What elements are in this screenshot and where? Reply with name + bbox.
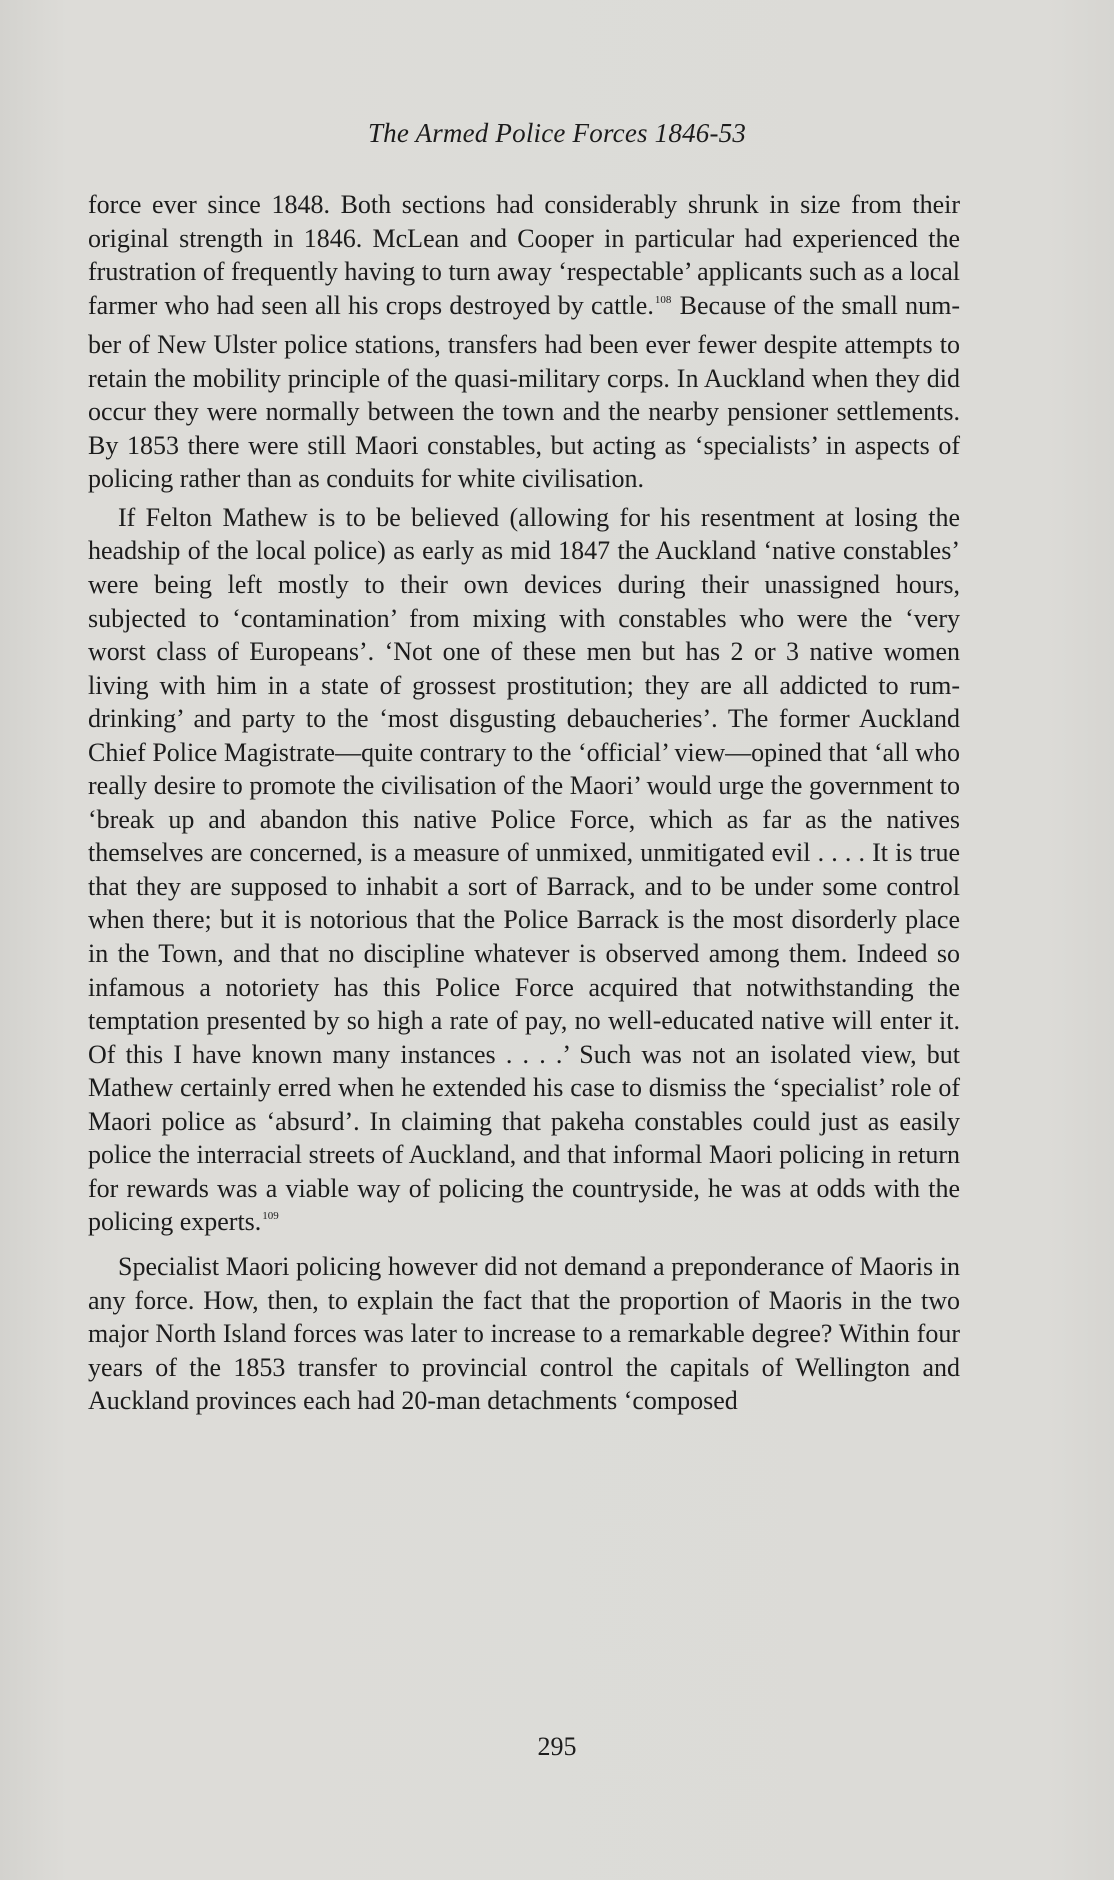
page-number: 295: [537, 1732, 577, 1761]
paragraph-2: [88, 501, 960, 1245]
footnote-ref-109: 109: [262, 1210, 279, 1223]
body-text: [88, 188, 960, 1418]
footnote-ref-108: 108: [654, 293, 672, 306]
paragraph-1-text-b: Because of the small number of New Ulster police stations, transfers had been ever fewer despite attempts to retain the mobility principle of the quasi-military corps. In Auckland when they did occur they were normally between the town and the nearby pensioner settlements. By 1853 there were still Maori constables, but acting as ‘specialists’ in aspects of policing rather than as conduits for white civilisation.: [88, 290, 960, 494]
paragraph-3: [88, 1250, 960, 1418]
running-head-title: The Armed Police Forces 1846-53: [367, 118, 747, 148]
paragraph-1-text-a: force ever since 1848. Both sections had considerably shrunk in size from their original strength in 1846. McLean and Cooper in particular had experienced the frustration of frequently having to turn away ‘respectable’ applicants such as a local farmer who had seen all his crops destroyed by cattle.: [88, 190, 960, 320]
paragraph-2-text: If Felton Mathew is to be believed (allowing for his resentment at losing the headship of the local police) as early as mid 1847 the Auckland ‘native constables’ were being left mostly to their own devices during their unassigned hours, subjected to ‘contamination’ from mixing with constables who were the ‘very worst class of Europeans’. ‘Not one of these men but has 2 or 3 native women living with him in a state of grossest prostitution; they are all addicted to rum-drinking’ and party to the ‘most disgusting debaucheries’. The former Auckland Chief Police Magistrate—quite contrary to the ‘official’ view—opined that ‘all who really desire to promote the civilisation of the Maori’ would urge the government to ‘break up and abandon this native Police Force, which as far as the natives themselves are concerned, is a measure of unmixed, unmitigated evil . . . . It is true that they are supposed to inhabit a sort of Barrack, and to be under some control when there; but it is notorious that the Police Barrack is the most disorderly place in the Town, and that no discipline whatever is observed among them. Indeed so infamous a notoriety has this Police Force acquired that notwithstanding the temptation presented by so high a rate of pay, no well-educated native will enter it. Of this I have known many instances . . . .’ Such was not an isolated view, but Mathew certainly erred when he extended his case to dismiss the ‘specialist’ role of Maori police as ‘absurd’. In claiming that pakeha constables could just as easily police the interracial streets of Auckland, and that informal Maori policing in return for rewards was a viable way of policing the countryside, he was at odds with the policing experts.: [88, 502, 960, 1237]
paragraph-1: [88, 188, 960, 496]
paragraph-3-text: Specialist Maori policing however did not demand a preponderance of Maoris in any force. How, then, to explain the fact that the proportion of Maoris in the two major North Island forces was later to increase to a remarkable degree? Within four years of the 1853 transfer to provincial control the capitals of Wellington and Auckland provinces each had 20-man detachments ‘composed: [88, 1251, 960, 1416]
